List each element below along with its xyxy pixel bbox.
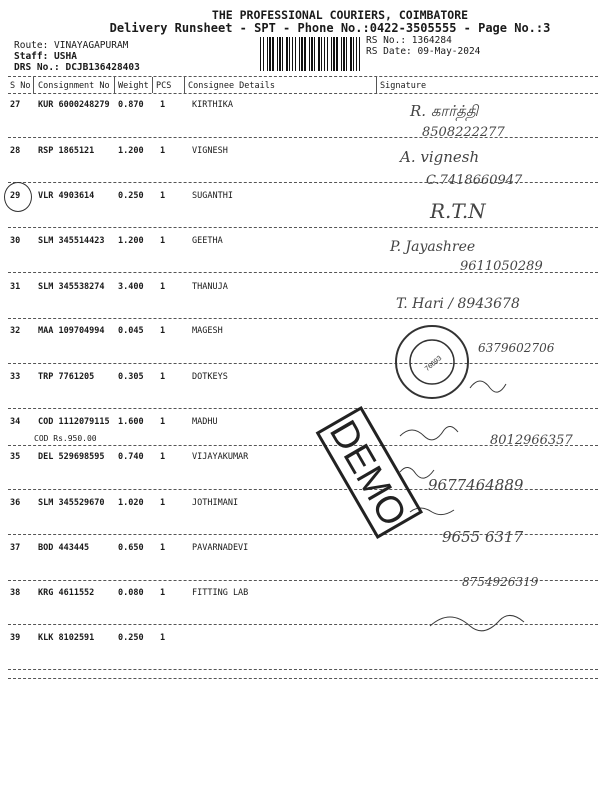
- runsheet-subtitle: Delivery Runsheet - SPT - Phone No.:0422-3505555 - Page No.:3: [109, 21, 551, 35]
- svg-text:DEMO: DEMO: [320, 413, 415, 534]
- svg-text:P. Jayashree: P. Jayashree: [390, 239, 476, 255]
- svg-text:8754926319: 8754926319: [462, 575, 539, 589]
- svg-text:R.T.N: R.T.N: [430, 199, 486, 223]
- col-divider: [33, 77, 34, 93]
- round-seal-stamp: [392, 322, 472, 402]
- route-label: Route: VINAYAGAPURAM: [14, 40, 129, 51]
- rs-date: RS Date: 09-May-2024: [366, 46, 481, 57]
- header-bottom-rule: [8, 93, 598, 94]
- table-header: [0, 81, 600, 93]
- col-consignee: Consignee Details: [188, 81, 275, 91]
- drs-number: DRS No.: DCJB136428403: [14, 62, 140, 73]
- svg-text:9677464889: 9677464889: [428, 476, 524, 494]
- svg-text:R. கார்த்தி: R. கார்த்தி: [410, 102, 479, 120]
- col-divider: [184, 77, 185, 93]
- col-weight: Weight: [118, 81, 149, 91]
- rs-number: RS No.: 1364284: [366, 35, 452, 46]
- cod-amount: COD Rs.950.00: [34, 434, 97, 443]
- company-title: THE PROFESSIONAL COURIERS, COIMBATORE: [211, 8, 469, 22]
- staff-label: Staff: USHA: [14, 51, 77, 62]
- barcode-image: [260, 37, 360, 71]
- svg-text:A. vignesh: A. vignesh: [400, 148, 480, 166]
- col-pcs: PCS: [156, 81, 172, 91]
- col-divider: [114, 77, 115, 93]
- col-consignment: Consignment No: [38, 81, 110, 91]
- svg-text:8012966357: 8012966357: [490, 433, 573, 448]
- col-signature: Signature: [380, 81, 427, 91]
- svg-text:C.7418660947: C.7418660947: [426, 173, 523, 188]
- svg-text:76693: 76693: [423, 354, 444, 373]
- svg-text:9611050289: 9611050289: [460, 259, 543, 274]
- svg-text:6379602706: 6379602706: [478, 341, 555, 355]
- col-sno: S No: [10, 81, 31, 91]
- col-divider: [152, 77, 153, 93]
- handwritten-circle-mark: [4, 182, 32, 212]
- header-top-rule: [8, 76, 598, 77]
- svg-text:T. Hari / 8943678: T. Hari / 8943678: [396, 296, 520, 312]
- demo-stamp: [300, 400, 430, 550]
- svg-text:8508222277: 8508222277: [422, 125, 505, 140]
- svg-text:9655 6317: 9655 6317: [442, 528, 524, 546]
- col-divider: [376, 77, 377, 93]
